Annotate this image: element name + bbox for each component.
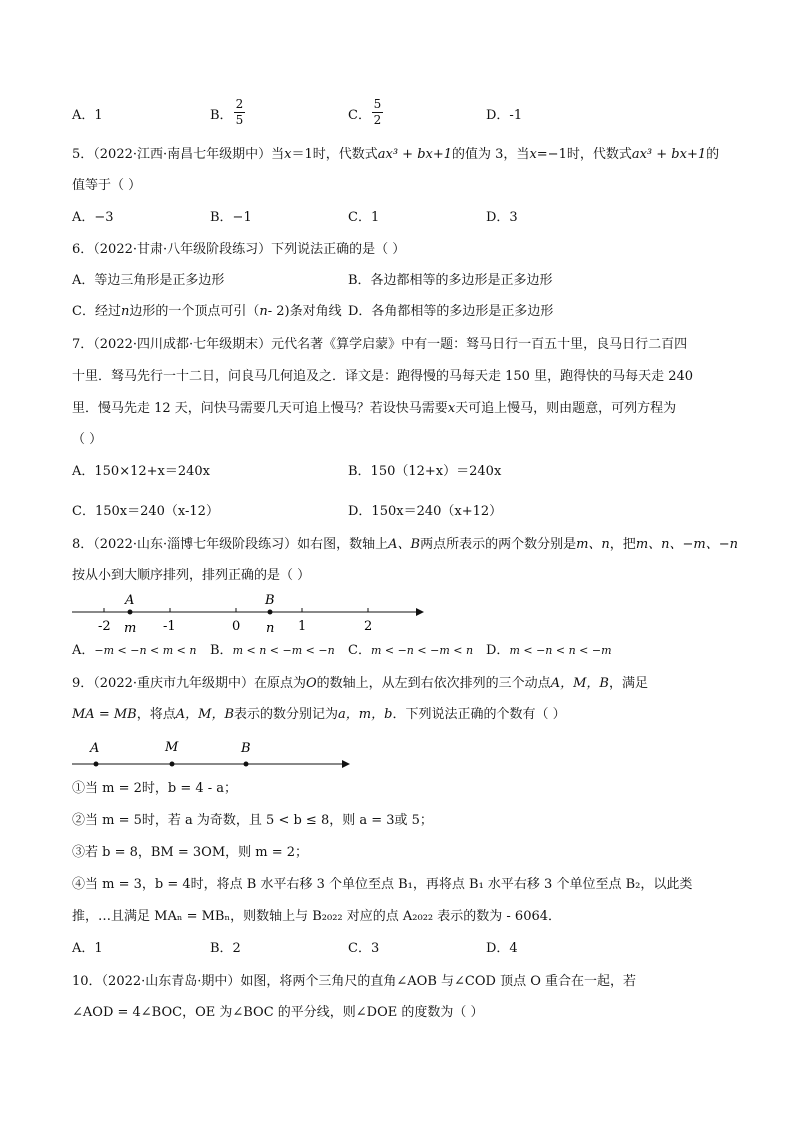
q4-option-c-label: C． [348, 108, 371, 123]
q8-number-line [66, 590, 426, 638]
text: 的值为 3，当 [452, 147, 530, 162]
q7-stem-line2: 十里．驽马先行一十二日，问良马几何追及之．译文是：跑得慢的马每天走 150 里，跑得快的马每天走 240 [72, 369, 694, 384]
q6-option-a: A．等边三角形是正多边形 [72, 273, 225, 288]
q7-stem-line1: 7．（2022·四川成都·七年级期末）元代名著《算学启蒙》中有一题：驽马日行一百五十里，良马日行二百四 [72, 337, 688, 352]
q10-stem-line1: 10．（2022·山东青岛·期中）如图，将两个三角尺的直角∠AOB 与∠COD 顶点 O 重合在一起，若 [72, 974, 636, 989]
q6-option-d: D．各角都相等的多边形是正多边形 [348, 304, 554, 319]
tick-label: -2 [98, 619, 111, 634]
q4-option-a: A．1 [72, 108, 103, 123]
fraction-numerator: 5 [373, 97, 382, 111]
expression: ax³ + bx+1 [377, 147, 453, 162]
axis-arrow [416, 608, 424, 616]
q8-stem-line1 [72, 536, 738, 554]
point-b-dot [244, 762, 249, 767]
q6-option-b: B．各边都相等的多边形是正多边形 [348, 273, 553, 288]
q5-option-a: A．−3 [72, 210, 114, 225]
q4-option-d: D．-1 [486, 108, 523, 123]
q9-option-a: A．1 [72, 941, 103, 956]
text: C．经过 [72, 304, 121, 319]
q9-statement-4-line2: 推，…且满足 MAₙ = MBₙ，则数轴上与 B₂₀₂₂ 对应的点 A₂₀₂₂ 表示的数为 - 6064． [72, 909, 562, 924]
q9-option-b: B．2 [210, 941, 241, 956]
q5-stem-line1 [72, 146, 719, 164]
point-b-label: B [241, 741, 251, 756]
text: =−1时，代数式 [536, 147, 632, 162]
point-a-value: m [124, 621, 137, 636]
value: m < −n < −m < n [370, 644, 474, 657]
text: 5．（2022·江西·南昌七年级期中）当 [72, 147, 285, 162]
point-m-label: M [165, 740, 179, 755]
q8-stem-line2: 按从小到大顺序排列，排列正确的是（ ） [72, 568, 311, 583]
q4-option-b-label: B． [210, 108, 233, 123]
label: C． [348, 643, 371, 658]
fraction-denominator: 2 [373, 113, 382, 127]
q5-stem-line2: 值等于（ ） [72, 178, 142, 193]
text: ＝1时，代数式 [291, 147, 378, 162]
q7-stem-line4: （ ） [72, 432, 103, 447]
var: x [447, 401, 456, 416]
text: ，满足 [608, 676, 648, 691]
point-m-dot [170, 762, 175, 767]
var: a，m，b [338, 707, 393, 722]
var: A，M，B [175, 707, 235, 722]
text: ．下列说法正确的个数有（ ） [392, 707, 566, 722]
q5-option-b: B．−1 [210, 210, 252, 225]
var: x [284, 147, 292, 162]
var: O [306, 676, 317, 691]
var: A，M，B [550, 676, 609, 691]
expression: ax³ + bx+1 [631, 147, 707, 162]
q10-stem-line2: ∠AOD = 4∠BOC，OE 为∠BOC 的平分线，则∠DOE 的度数为（ ） [72, 1005, 484, 1020]
q8-option-b [210, 642, 335, 660]
q5-option-c: C．1 [348, 210, 380, 225]
q9-option-c: C．3 [348, 941, 380, 956]
q7-option-c: C．150x＝240（x-12） [72, 504, 219, 519]
text: - 2)条对角线 [267, 304, 342, 319]
label: D． [486, 643, 510, 658]
fraction-denominator: 5 [235, 113, 244, 127]
point-a-label: A [125, 593, 135, 608]
text: 的数轴上，从左到右依次排列的三个动点 [316, 676, 551, 691]
var: n [120, 304, 130, 319]
text: ，将点 [136, 707, 176, 722]
text: 的 [706, 147, 720, 162]
tick-label: 2 [364, 619, 373, 634]
text: ，把 [609, 537, 636, 552]
q6-stem: 6．（2022·甘肃·八年级阶段练习）下列说法正确的是（ ） [72, 242, 406, 257]
text: 表示的数分别记为 [234, 707, 339, 722]
tick-label: 1 [298, 619, 307, 634]
text: 8．（2022·山东·淄博七年级阶段练习）如右图，数轴上 [72, 537, 389, 552]
q9-statement-2: ②当 m = 5时，若 a 为奇数，且 5 < b ≤ 8，则 a = 3或 5； [72, 813, 433, 828]
text: 天可追上慢马，则由题意，可列方程为 [455, 401, 677, 416]
point-a-label: A [90, 741, 100, 756]
var: A、B [388, 537, 421, 552]
q8-option-d [486, 642, 612, 660]
value: m < −n < n < −m [509, 644, 612, 657]
q4-option-c-fraction [372, 98, 383, 127]
q8-option-c [348, 642, 473, 660]
text: 9．（2022·重庆市九年级期中）在原点为 [72, 676, 306, 691]
q7-option-a: A．150×12+x＝240x [72, 464, 211, 479]
var: n [259, 304, 268, 319]
q7-option-d: D．150x＝240（x+12） [348, 504, 503, 519]
var: x [529, 147, 537, 162]
text: 边形的一个顶点可引（ [129, 304, 260, 319]
equation: MA = MB [72, 707, 137, 722]
q9-option-d: D．4 [486, 941, 518, 956]
point-b-value: n [266, 621, 275, 636]
point-b-dot [268, 610, 273, 615]
value: m < n < −m < −n [232, 644, 335, 657]
point-a-dot [94, 762, 99, 767]
q6-option-c [72, 303, 342, 321]
q4-option-b-fraction [234, 98, 245, 127]
fraction-numerator: 2 [235, 97, 244, 111]
q7-option-b: B．150（12+x）＝240x [348, 464, 502, 479]
tick-label: 0 [232, 619, 241, 634]
q9-statement-4-line1: ④当 m = 3，b = 4时，将点 B 水平右移 3 个单位至点 B₁，再将点 B₁ 水平右移 3 个单位至点 B₂，以此类 [72, 877, 693, 892]
q7-stem-line3 [72, 400, 676, 418]
axis-arrow [342, 760, 350, 768]
tick-label: -1 [163, 619, 176, 634]
q9-stem-line2 [72, 706, 566, 724]
var: m、n、−m、−n [635, 537, 738, 552]
q9-statement-1: ①当 m = 2时，b = 4 - a； [72, 781, 238, 796]
q9-number-line [66, 736, 356, 772]
q9-stem-line1 [72, 675, 648, 693]
point-a-dot [128, 610, 133, 615]
var: m、n [576, 537, 610, 552]
label: A． [72, 643, 95, 658]
q5-option-d: D．3 [486, 210, 518, 225]
label: B． [210, 643, 233, 658]
text: 两点所表示的两个数分别是 [420, 537, 577, 552]
value: −m < −n < m < n [94, 644, 197, 657]
point-b-label: B [265, 593, 275, 608]
text: 里．慢马先走 12 天，问快马需要几天可追上慢马？若设快马需要 [72, 401, 448, 416]
q8-option-a [72, 642, 196, 660]
q9-statement-3: ③若 b = 8，BM = 3OM，则 m = 2； [72, 845, 309, 860]
